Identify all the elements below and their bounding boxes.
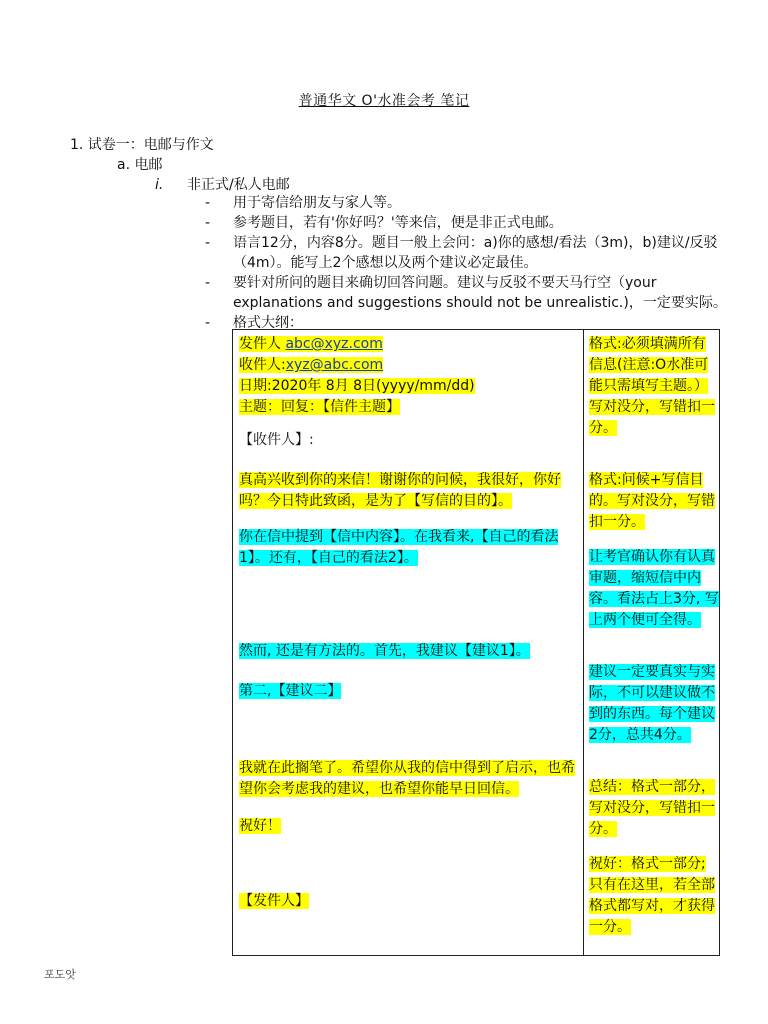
column-divider xyxy=(583,330,584,955)
section-heading-a: a. 电邮 xyxy=(117,157,163,173)
sender-email-link[interactable]: abc@xyz.com xyxy=(285,336,383,352)
recipient-label: 收件人: xyxy=(239,357,286,373)
sender-label: 发件人 xyxy=(239,336,286,352)
document-title: 普通华文 O'水准会考 笔记 xyxy=(298,93,470,109)
opinion-paragraph: 你在信中提到【信中内容】。在我看来,【自己的看法1】。还有，【自己的看法2】。 xyxy=(239,529,559,566)
bullet-item: - 参考题目，若有'你好吗？'等来信，便是非正式电邮。 xyxy=(205,213,745,233)
note-signoff: 祝好：格式一部分;只有在这里，若全部格式都写对，才获得一分。 xyxy=(589,856,715,935)
note-closing: 总结：格式一部分，写对没分，写错扣一分。 xyxy=(589,779,715,837)
greeting-paragraph: 真高兴收到你的来信！谢谢你的问候，我很好，你好吗？今日特此致函，是为了【写信的目的】。 xyxy=(239,472,561,509)
note-greeting: 格式:问候+写信目的。写对没分，写错扣一分。 xyxy=(589,472,715,530)
suggestion-1-paragraph: 然而, 还是有方法的。首先，我建议【建议1】。 xyxy=(239,643,530,659)
subsection-title: 非正式/私人电邮 xyxy=(187,177,290,193)
closing-wish: 祝好！ xyxy=(239,818,281,834)
subject-line: 主题：回复：【信件主题】 xyxy=(239,399,400,415)
header-block xyxy=(239,334,475,418)
footer-watermark: 포도앗 xyxy=(44,968,76,981)
section-heading-1: 1. 试卷一：电邮与作文 xyxy=(70,137,214,153)
note-format-header: 格式:必须填满所有信息(注意:O水准可能只需填写主题。）写对没分，写错扣一分。 xyxy=(589,336,715,436)
roman-numeral: i. xyxy=(155,177,164,193)
bullet-item: - 用于寄信给朋友与家人等。 xyxy=(205,193,745,213)
note-opinion: 让考官确认你有认真审题，缩短信中内容。看法占上3分, 写上两个便可全得。 xyxy=(589,549,719,628)
date-line: 日期:2020年 8月 8日(yyyy/mm/dd) xyxy=(239,378,475,394)
sender-signoff: 【发件人】 xyxy=(239,893,309,909)
bullet-item: - 语言12分，内容8分。题目一般上会问：a)你的感想/看法（3m)，b)建议/反驳（4m）。能写上2个感想以及两个建议必定最佳。 xyxy=(205,233,745,273)
closing-paragraph: 我就在此搁笔了。希望你从我的信中得到了启示，也希望你会考虑我的建议，也希望你能早日回信。 xyxy=(239,760,575,797)
salutation: 【收件人】: xyxy=(239,432,314,448)
bullet-item: - 要针对所问的题目来确切回答问题。建议与反驳不要天马行空（your explanations and suggestions should not be unrealistic.)，一定要实际。 xyxy=(205,273,745,313)
section-heading-i xyxy=(155,174,290,194)
bullet-item: - 格式大纲： xyxy=(205,313,745,333)
note-suggestion: 建议一定要真实与实际，不可以建议做不到的东西。每个建议2分，总共4分。 xyxy=(589,664,715,743)
recipient-email-link[interactable]: xyz@abc.com xyxy=(285,357,384,373)
suggestion-2-paragraph: 第二,【建议二】 xyxy=(239,683,342,699)
format-outline-table xyxy=(232,329,720,956)
bullet-list xyxy=(205,193,745,333)
